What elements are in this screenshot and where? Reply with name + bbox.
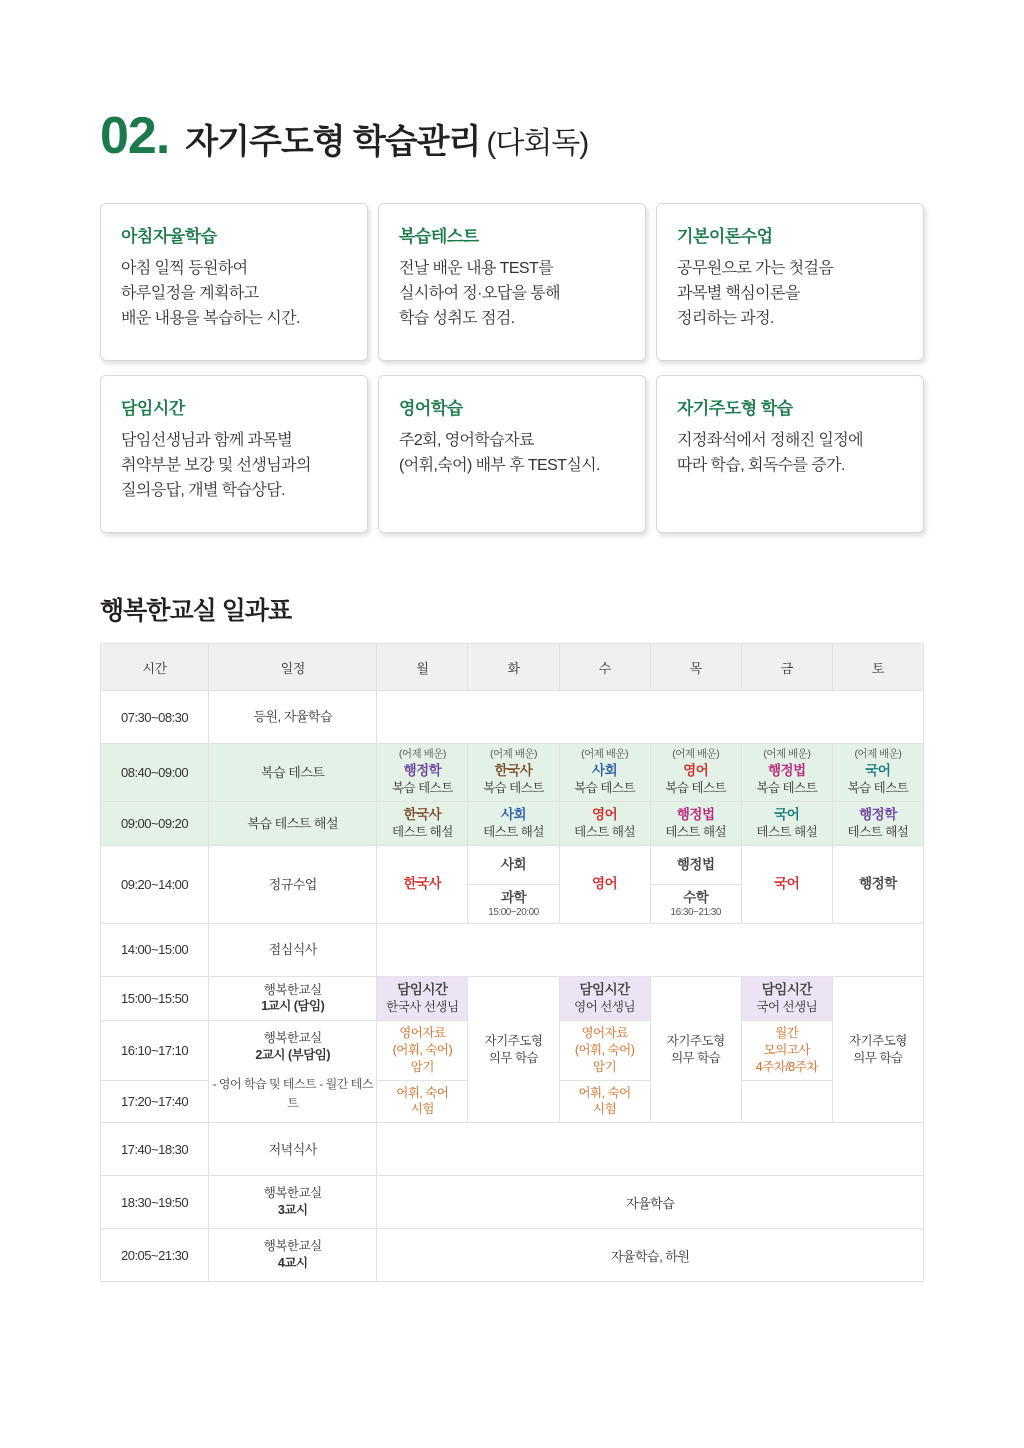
row-plan xyxy=(209,1176,377,1229)
cell-subject: 사회 xyxy=(500,806,527,822)
cell-subject: 행정학 xyxy=(403,762,442,778)
cell-line: 의무 학습 xyxy=(853,1050,903,1065)
row-plan-line1: 행복한교실 xyxy=(263,1239,322,1254)
card-line: 따라 학습, 회독수를 증가. xyxy=(677,456,845,474)
cell-subject: 국어 xyxy=(774,806,800,822)
row-plan-line2: 3교시 xyxy=(277,1203,308,1218)
row-plan: 정규수업 xyxy=(209,845,377,923)
feature-card xyxy=(378,203,646,361)
cell-line: 자기주도형 xyxy=(484,1033,543,1048)
page-subtitle: (다회독) xyxy=(486,127,589,160)
col-header-thu: 목 xyxy=(650,644,741,691)
cell-thu-top xyxy=(651,846,741,884)
cell-time-note: 16:30~21:30 xyxy=(670,907,721,919)
row-plan xyxy=(209,976,377,1020)
card-line: 실시하여 정·오답을 통해 xyxy=(399,284,560,302)
row-time: 18:30~19:50 xyxy=(101,1176,209,1229)
cell-subject: 국어 xyxy=(774,876,800,892)
table-row xyxy=(101,923,924,976)
card-line: 주2회, 영어학습자료 xyxy=(399,432,534,449)
cell-tue-bottom xyxy=(468,884,558,923)
cell-tail: 테스트 해설 xyxy=(756,824,818,839)
cell-fri xyxy=(741,976,832,1020)
cell-fri-empty xyxy=(741,1080,832,1123)
cell-fri xyxy=(741,1020,832,1080)
cell-tue xyxy=(468,801,559,845)
table-row xyxy=(101,976,924,1020)
row-plan: 등원, 자율학습 xyxy=(209,691,377,744)
row-content-cell: 자율학습 xyxy=(377,1176,924,1229)
cell-tail: 복습 테스트 xyxy=(391,780,453,795)
cell-subject: 사회 xyxy=(500,856,527,872)
table-row xyxy=(101,691,924,744)
cell-mon xyxy=(377,976,468,1020)
cell-subject: 행정학 xyxy=(859,876,897,892)
cell-line: 어휘, 숙어 xyxy=(578,1085,631,1100)
cell-subject: 행정법 xyxy=(676,856,715,872)
cell-subject: 행정법 xyxy=(768,762,806,778)
col-header-sat: 토 xyxy=(832,644,923,691)
col-header-plan: 일정 xyxy=(209,644,377,691)
cell-line: (어휘, 숙어) xyxy=(574,1042,635,1057)
cell-line: 4주차/8주차 xyxy=(755,1059,818,1074)
row-time: 16:10~17:10 xyxy=(101,1020,209,1080)
cell-line: 의무 학습 xyxy=(671,1050,721,1065)
feature-card xyxy=(100,203,368,361)
row-plan-line2: 4교시 xyxy=(277,1256,308,1271)
row-time: 08:40~09:00 xyxy=(101,744,209,802)
cell-line: 모의고사 xyxy=(763,1042,810,1057)
feature-card xyxy=(656,375,924,533)
cell-line: 시험 xyxy=(410,1102,434,1117)
row-plan-note2: - 월간 테스트 xyxy=(287,1076,373,1111)
cell-title: 담임시간 xyxy=(579,981,630,997)
row-plan-line1: 행복한교실 xyxy=(263,1031,322,1046)
table-row xyxy=(101,1229,924,1282)
row-time: 09:20~14:00 xyxy=(101,845,209,923)
page-header xyxy=(0,0,1024,163)
row-plan: 복습 테스트 xyxy=(209,744,377,802)
cell-tail: 복습 테스트 xyxy=(756,780,818,795)
cell-subject: 과학 xyxy=(500,890,527,906)
cell-fri xyxy=(741,801,832,845)
cell-tail: 테스트 해설 xyxy=(574,824,636,839)
cell-line: 영어자료 xyxy=(581,1025,628,1040)
cell-wed xyxy=(559,845,650,923)
cell-line: 어휘, 숙어 xyxy=(396,1085,449,1100)
cell-time-note: 15:00~20:00 xyxy=(488,907,539,919)
cell-line: 암기 xyxy=(410,1059,434,1074)
row-plan: 복습 테스트 해설 xyxy=(209,801,377,845)
cell-wed xyxy=(559,976,650,1020)
cell-subject: 사회 xyxy=(592,762,618,778)
cell-sat xyxy=(832,845,923,923)
cell-subject: 수학 xyxy=(683,890,709,906)
col-header-wed: 수 xyxy=(559,644,650,691)
row-plan-line1: 행복한교실 xyxy=(263,982,322,997)
row-plan xyxy=(209,1020,377,1122)
schedule-table xyxy=(100,643,924,1282)
row-plan: 저녁식사 xyxy=(209,1123,377,1176)
row-time: 09:00~09:20 xyxy=(101,801,209,845)
cell-subject: 한국사 xyxy=(403,806,442,822)
cell-note: (어제 배운) xyxy=(581,748,629,760)
feature-card xyxy=(100,375,368,533)
card-line: 학습 성취도 점검. xyxy=(399,309,515,327)
cell-subject: 국어 xyxy=(865,762,891,778)
cell-line: 월간 xyxy=(775,1025,799,1040)
cell-thu xyxy=(650,744,741,802)
cell-subject: 행정학 xyxy=(859,806,897,822)
cell-wed xyxy=(559,1020,650,1080)
cell-tail: 복습 테스트 xyxy=(574,780,636,795)
row-plan-note1: - 영어 학습 및 테스트 xyxy=(212,1076,317,1091)
cell-tue xyxy=(468,976,559,1122)
cell-mon xyxy=(377,845,468,923)
table-row xyxy=(101,1176,924,1229)
card-line: 정리하는 과정. xyxy=(677,309,774,327)
cell-line: (어휘, 숙어) xyxy=(392,1042,453,1057)
cell-tue-top xyxy=(468,846,558,884)
cell-wed xyxy=(559,801,650,845)
row-empty-cell xyxy=(377,1123,924,1176)
cell-fri xyxy=(741,845,832,923)
cell-subject: 행정법 xyxy=(676,806,715,822)
table-header-row xyxy=(101,644,924,691)
cell-note: (어제 배운) xyxy=(398,748,446,760)
table-row xyxy=(101,801,924,845)
col-header-tue: 화 xyxy=(468,644,559,691)
cell-line: 영어자료 xyxy=(399,1025,446,1040)
table-row xyxy=(101,744,924,802)
card-line: 배운 내용을 복습하는 시간. xyxy=(121,309,300,327)
cell-sat xyxy=(832,801,923,845)
row-time: 15:00~15:50 xyxy=(101,976,209,1020)
cell-thu xyxy=(650,976,741,1122)
cell-tail: 복습 테스트 xyxy=(483,780,544,795)
card-line: 질의응답, 개별 학습상담. xyxy=(121,481,285,499)
row-time: 17:20~17:40 xyxy=(101,1080,209,1123)
card-title: 자기주도형 학습 xyxy=(677,399,793,418)
cell-sub: 국어 선생님 xyxy=(756,1000,818,1015)
cell-thu xyxy=(650,801,741,845)
card-line: 과목별 핵심이론을 xyxy=(677,284,800,302)
card-line: 취약부분 보강 및 선생님과의 xyxy=(121,456,311,474)
cell-line: 자기주도형 xyxy=(848,1033,907,1048)
cell-tail: 복습 테스트 xyxy=(665,780,727,795)
row-content-cell: 자율학습, 하원 xyxy=(377,1229,924,1282)
card-line: 지정좌석에서 정해진 일정에 xyxy=(677,432,863,449)
section-number: 02. xyxy=(100,107,170,165)
card-line: 아침 일찍 등원하여 xyxy=(121,260,248,277)
cell-mon xyxy=(377,1020,468,1080)
cell-line: 암기 xyxy=(593,1059,617,1074)
card-line: 공무원으로 가는 첫걸음 xyxy=(677,260,834,277)
cell-sat xyxy=(832,744,923,802)
row-plan: 점심식사 xyxy=(209,923,377,976)
cell-subject: 한국사 xyxy=(403,876,442,892)
row-plan-line1: 행복한교실 xyxy=(263,1186,322,1201)
cell-tail: 테스트 해설 xyxy=(483,824,544,839)
row-time: 20:05~21:30 xyxy=(101,1229,209,1282)
card-title: 담임시간 xyxy=(121,399,185,418)
row-plan-line2: 1교시 (담임) xyxy=(261,999,325,1014)
col-header-time: 시간 xyxy=(101,644,209,691)
row-plan xyxy=(209,1229,377,1282)
cell-sub: 영어 선생님 xyxy=(574,1000,636,1015)
card-line: 전날 배운 내용 TEST를 xyxy=(399,260,554,277)
cell-thu-bottom xyxy=(651,884,741,923)
card-line: 담임선생님과 함께 과목별 xyxy=(121,432,293,449)
row-plan-line2: 2교시 (부담임) xyxy=(255,1048,331,1063)
cell-line: 의무 학습 xyxy=(488,1050,539,1065)
cell-mon xyxy=(377,744,468,802)
schedule-heading: 행복한교실 일과표 xyxy=(100,597,292,625)
cell-mon xyxy=(377,801,468,845)
cell-note: (어제 배운) xyxy=(763,748,811,760)
cell-tail: 테스트 해설 xyxy=(665,824,727,839)
cell-note: (어제 배운) xyxy=(490,748,537,760)
cell-thu xyxy=(650,845,741,923)
cell-note: (어제 배운) xyxy=(672,748,720,760)
cell-tail: 테스트 해설 xyxy=(391,824,453,839)
row-empty-cell xyxy=(377,923,924,976)
cell-title: 담임시간 xyxy=(397,981,448,997)
row-empty-cell xyxy=(377,691,924,744)
cell-subject: 한국사 xyxy=(494,762,533,778)
cell-title: 담임시간 xyxy=(761,981,812,997)
cell-note: (어제 배운) xyxy=(854,748,902,760)
card-line: 하루일정을 계획하고 xyxy=(121,284,259,302)
cell-line: 자기주도형 xyxy=(666,1033,725,1048)
card-title: 기본이론수업 xyxy=(677,227,773,246)
page-title: 자기주도형 학습관리 xyxy=(185,123,481,161)
cell-fri xyxy=(741,744,832,802)
card-line: (어휘,숙어) 배부 후 TEST실시. xyxy=(399,456,600,474)
cell-tail: 복습 테스트 xyxy=(847,780,909,795)
feature-card xyxy=(378,375,646,533)
col-header-fri: 금 xyxy=(741,644,832,691)
row-time: 07:30~08:30 xyxy=(101,691,209,744)
card-title: 아침자율학습 xyxy=(121,227,217,246)
cell-wed xyxy=(559,1080,650,1123)
col-header-mon: 월 xyxy=(377,644,468,691)
cell-line: 시험 xyxy=(593,1102,617,1117)
cell-tue xyxy=(468,744,559,802)
cell-wed xyxy=(559,744,650,802)
cell-tail: 테스트 해설 xyxy=(847,824,909,839)
feature-card xyxy=(656,203,924,361)
feature-card-grid xyxy=(100,203,924,533)
cell-mon xyxy=(377,1080,468,1123)
card-title: 복습테스트 xyxy=(399,227,479,246)
table-row xyxy=(101,1123,924,1176)
cell-subject: 영어 xyxy=(592,876,618,892)
cell-sat xyxy=(832,976,923,1122)
cell-subject: 영어 xyxy=(592,806,618,822)
row-time: 17:40~18:30 xyxy=(101,1123,209,1176)
row-time: 14:00~15:00 xyxy=(101,923,209,976)
card-title: 영어학습 xyxy=(399,399,463,418)
table-row xyxy=(101,845,924,923)
cell-sub: 한국사 선생님 xyxy=(386,1000,459,1015)
cell-subject: 영어 xyxy=(683,762,709,778)
cell-tue xyxy=(468,845,559,923)
